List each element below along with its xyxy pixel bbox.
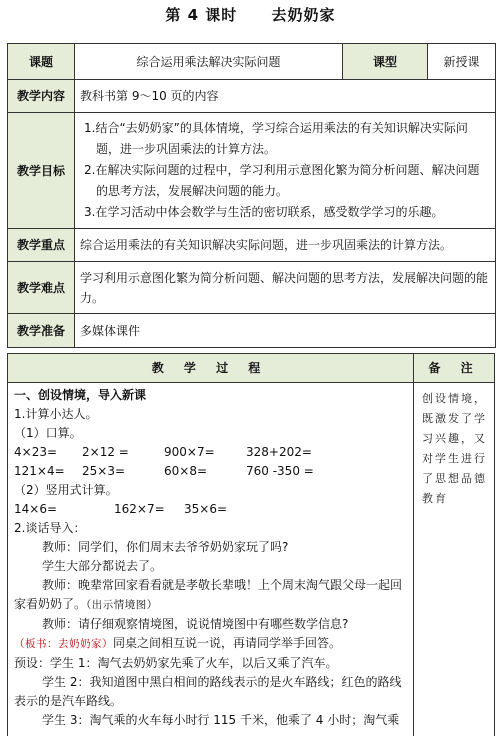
expression: 25×3= (82, 464, 126, 478)
item-heading: 2.谈话导入： (14, 521, 86, 535)
row-topic (8, 44, 496, 80)
preset-line: 学生 2：我知道图中黑白相间的路线表示的是火车路线；红色的路线表示的是汽车路线。 (14, 675, 402, 708)
lesson-info-table (7, 43, 496, 348)
process-header (8, 354, 494, 383)
goals-label: 教学目标 (8, 113, 75, 229)
expression: 35×6= (184, 502, 228, 516)
board-note: （板书：去奶奶家） (14, 638, 113, 650)
expression: 14×6= (14, 502, 58, 516)
dialogue-line (14, 576, 408, 615)
expression: 60×8= (164, 464, 208, 478)
oral-row (14, 443, 408, 462)
goal-item: 1.结合“去奶奶家”的具体情境，学习综合运用乘法的有关知识解决实际问题，进一步巩固乘法的计算方法。 (84, 121, 468, 156)
row-difficulty (8, 262, 496, 314)
prep-value: 多媒体课件 (75, 314, 496, 348)
topic-label: 课题 (8, 44, 75, 80)
row-goals (8, 113, 496, 229)
goal-item: 2.在解决实际问题的过程中，学习利用示意图化繁为简分析问题、解决问题的思考方法，发展解决问题的能力。 (84, 163, 480, 198)
dialogue-line: 教师：同学们，你们周末去爷爷奶奶家玩了吗? (42, 540, 289, 554)
difficulty-label: 教学难点 (8, 262, 75, 314)
preset-label: 预设： (14, 656, 51, 670)
expression: 900×7= (164, 445, 215, 459)
notes-column: 创设情境，既激发了学习兴趣，又对学生进行了思想品德教育 (413, 383, 494, 736)
vertical-heading: （2）竖用式计算。 (14, 483, 118, 497)
item-heading: 1.计算小达人。 (14, 407, 98, 421)
row-prep (8, 314, 496, 348)
expression: 760 -350 = (246, 464, 314, 478)
preset-text: 学生 1：淘气去奶奶家先乘了火车，以后又乘了汽车。 (50, 656, 338, 670)
board-text: 同桌之间相互说一说，再请同学举手回答。 (113, 636, 342, 650)
preset-line (14, 654, 408, 673)
content-label: 教学内容 (8, 80, 75, 113)
expression: 4×23= (14, 445, 58, 459)
dialogue-line: 教师：请仔细观察情境图，说说情境图中有哪些数学信息? (42, 617, 349, 631)
oral-row (14, 462, 408, 481)
process-body (8, 383, 412, 736)
dialogue-line: 学生大部分都说去了。 (42, 559, 163, 573)
preset-line: 学生 3：淘气乘的火车每小时行 115 千米，他乘了 4 小时；淘气乘 (42, 713, 400, 727)
expression: 162×7= (114, 502, 165, 516)
goals-cell (75, 113, 496, 229)
prep-label: 教学准备 (8, 314, 75, 348)
key-label: 教学重点 (8, 229, 75, 262)
lesson-title (0, 4, 501, 25)
vertical-row (14, 500, 408, 519)
dialogue-text: 教师：晚辈常回家看看就是孝敬长辈哦！上个周末淘气跟父母一起回家看奶奶了。 (14, 578, 403, 611)
expression: 328+202= (246, 445, 312, 459)
teaching-process-table (7, 353, 495, 736)
section-heading: 一、创设情境，导入新课 (14, 388, 147, 402)
expression: 121×4= (14, 464, 65, 478)
type-label: 课型 (343, 44, 428, 80)
notes-title: 备 注 (413, 354, 495, 382)
type-value: 新授课 (428, 44, 496, 80)
lesson-topic: 去奶奶家 (271, 6, 336, 24)
topic-value: 综合运用乘法解决实际问题 (75, 44, 343, 80)
row-content (8, 80, 496, 113)
goal-item: 3.在学习活动中体会数学与生活的密切联系，感受数学学习的乐趣。 (84, 205, 444, 219)
lesson-number: 第 4 课时 (165, 6, 238, 24)
difficulty-value: 学习利用示意图化繁为简分析问题、解决问题的思考方法，发展解决问题的能力。 (75, 262, 496, 314)
key-value: 综合运用乘法的有关知识解决实际问题，进一步巩固乘法的计算方法。 (75, 229, 496, 262)
expression: 2×12 = (82, 445, 129, 459)
oral-heading: （1）口算。 (14, 426, 82, 440)
process-title: 教 学 过 程 (151, 361, 269, 375)
content-value: 教科书第 9～10 页的内容 (75, 80, 496, 113)
dialogue-note: （出示情境图） (86, 599, 158, 611)
row-key (8, 229, 496, 262)
board-line (14, 634, 408, 654)
